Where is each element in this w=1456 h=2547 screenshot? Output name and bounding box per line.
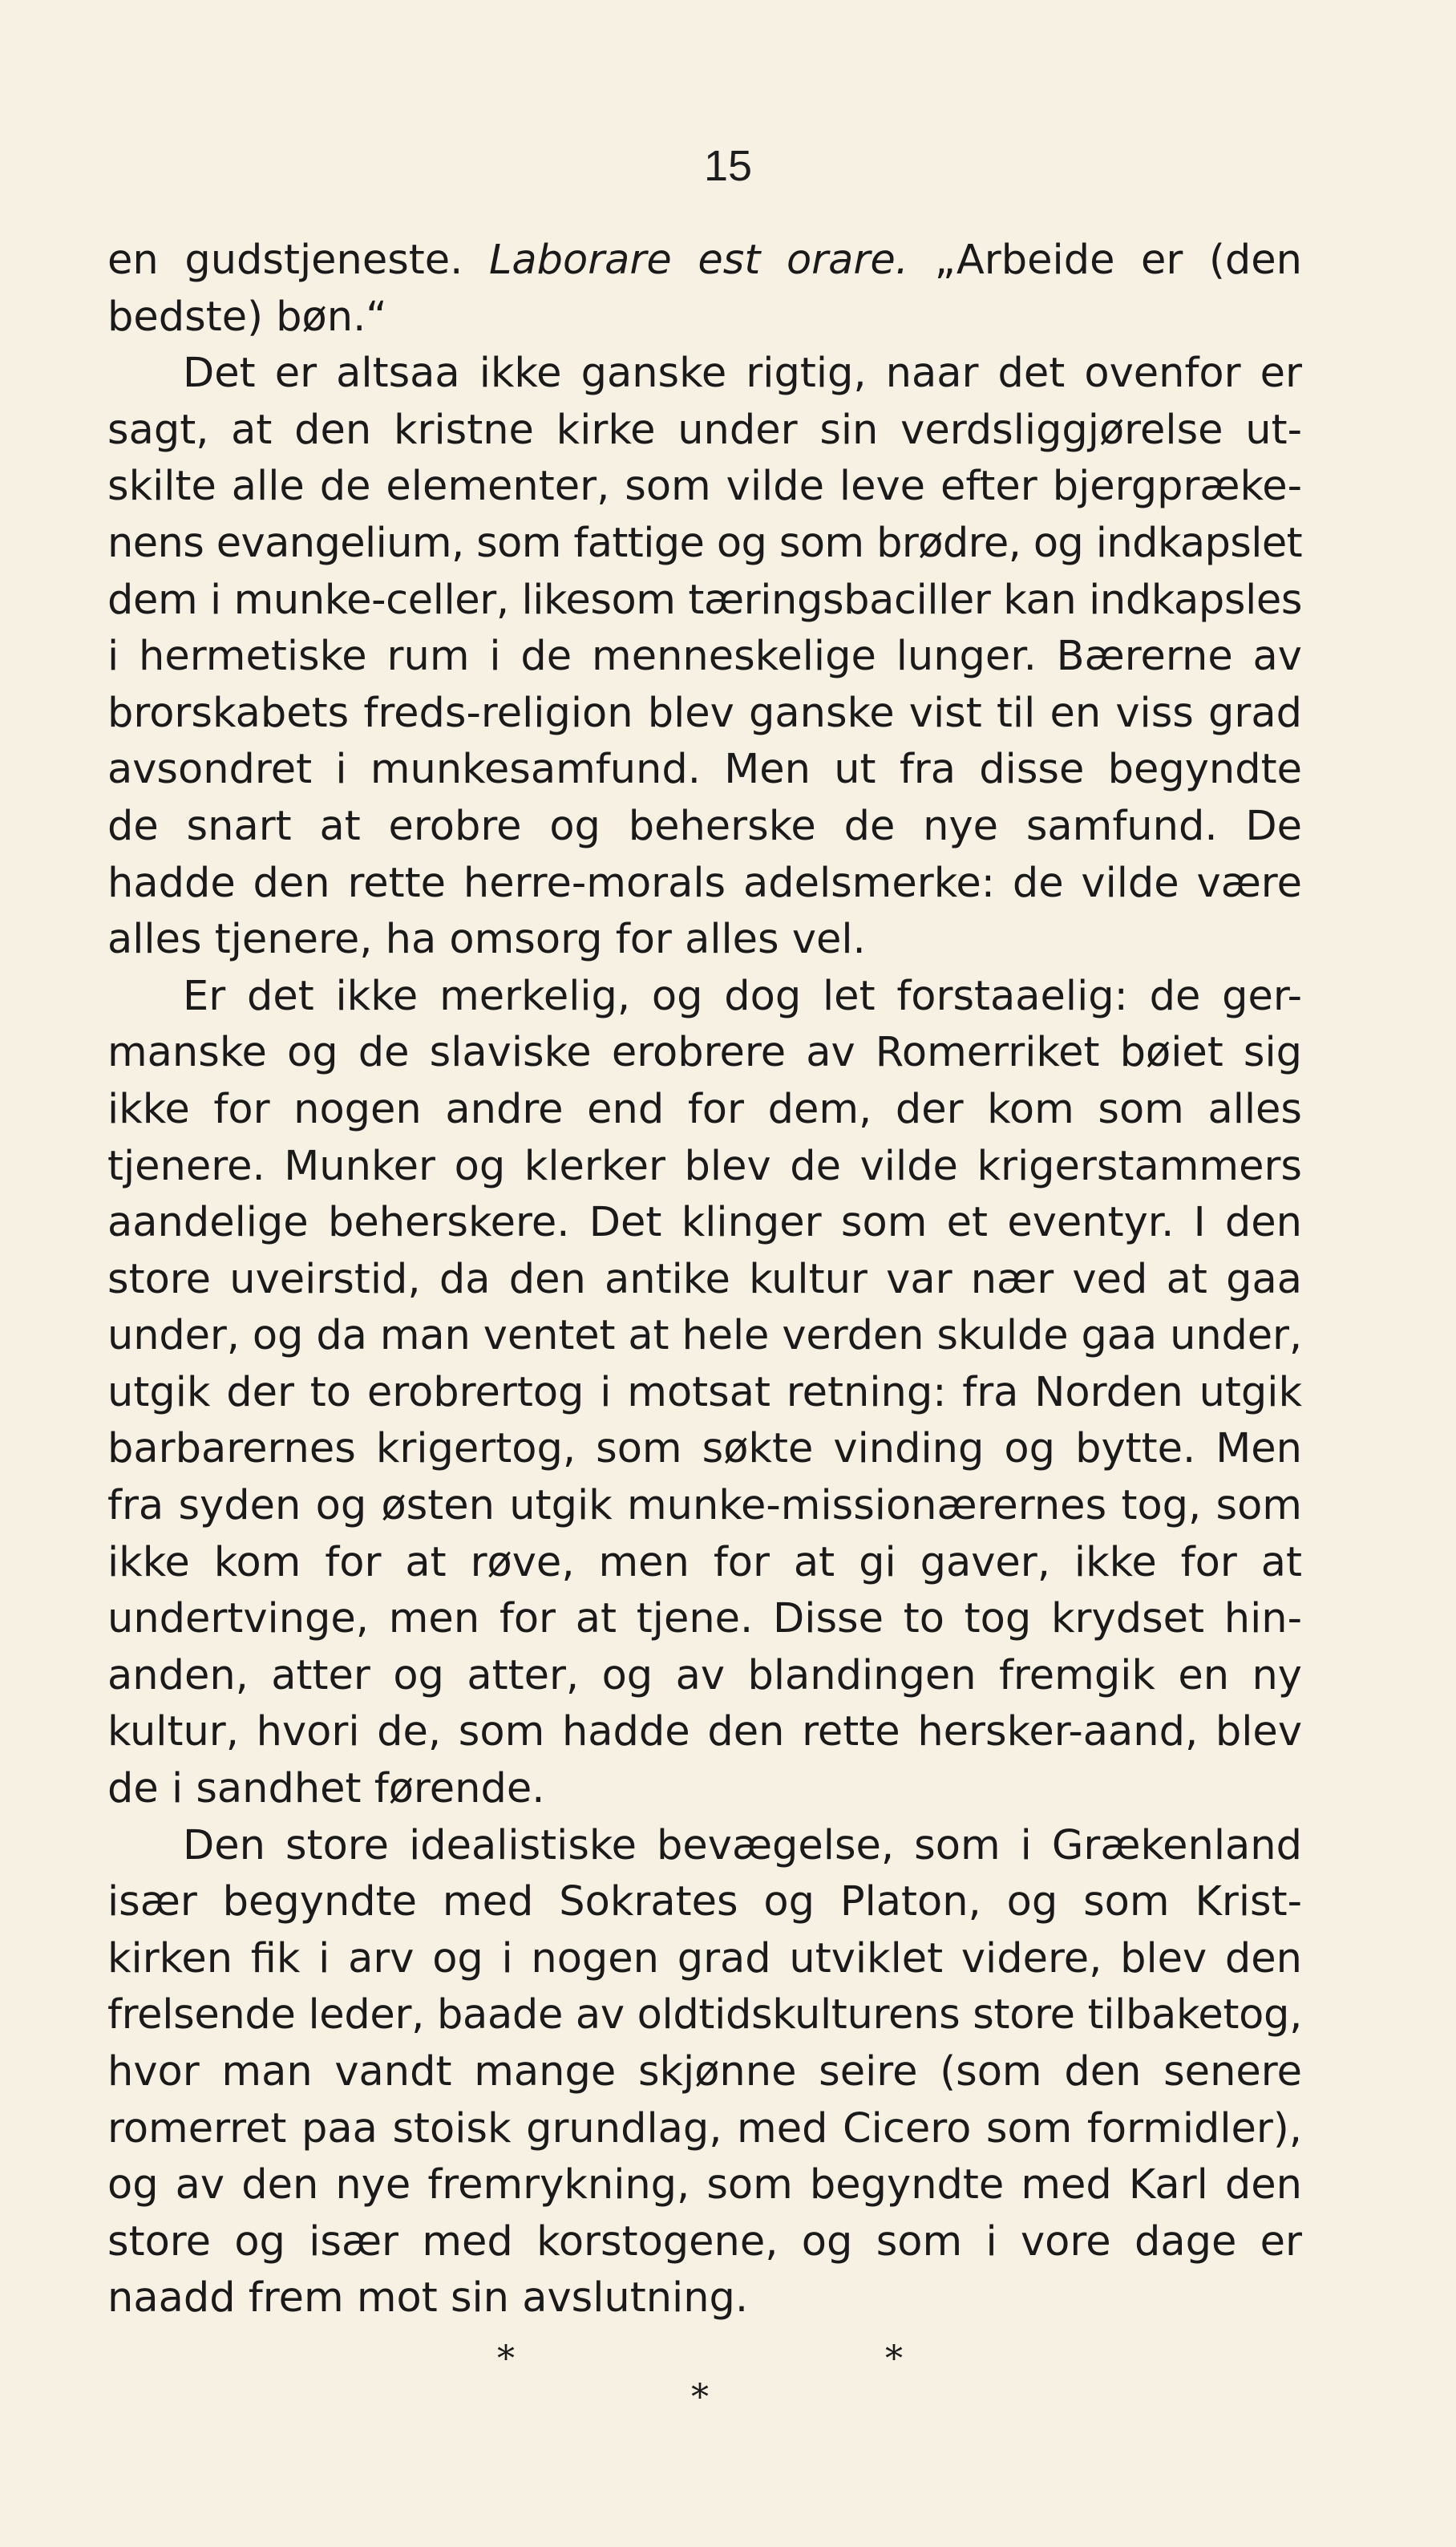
text-line: brorskabets freds-religion blev ganske vist til en viss grad <box>107 689 1302 737</box>
section-break-asterism <box>0 2338 1456 2438</box>
text-line: dem i munke-celler, likesom tæringsbaciller kan indkapsles <box>107 576 1302 624</box>
text-line: barbarernes krigertog, som søkte vinding og bytte. Men <box>107 1425 1302 1473</box>
asterisk-icon: * <box>497 2338 515 2379</box>
text-line <box>107 233 1302 290</box>
paragraph-start-line: Det er altsaa ikke ganske rigtig, naar det ovenfor er <box>183 350 1302 398</box>
text-line: undertvinge, men for at tjene. Disse to tog krydset hin- <box>107 1595 1302 1643</box>
text-line: anden, atter og atter, og av blandingen fremgik en ny <box>107 1651 1302 1699</box>
text-line: hadde den rette herre-morals adelsmerke: de vilde være <box>107 859 1302 907</box>
text-line: og av den nye fremrykning, som begyndte med Karl den <box>107 2161 1302 2209</box>
page-number: 15 <box>703 142 753 190</box>
paragraph-start-line: Er det ikke merkelig, og dog let forstaaelig: de ger- <box>183 972 1302 1020</box>
text-line: de snart at erobre og beherske de nye samfund. De <box>107 802 1302 850</box>
text-line: utgik der to erobrertog i motsat retning: fra Norden utgik <box>107 1368 1302 1416</box>
latin-phrase: Laborare est orare. <box>488 237 908 284</box>
text-line: avsondret i munkesamfund. Men ut fra disse begyndte <box>107 746 1302 794</box>
text-line: især begyndte med Sokrates og Platon, og som Krist- <box>107 1878 1302 1926</box>
asterisk-icon: * <box>885 2338 903 2379</box>
text-line: kultur, hvori de, som hadde den rette hersker-aand, blev <box>107 1708 1302 1756</box>
paragraph-start-line: Den store idealistiske bevægelse, som i Grækenland <box>183 1821 1302 1869</box>
text-line: frelsende leder, baade av oldtidskulturens store tilbaketog, <box>107 1991 1302 2039</box>
text-line: manske og de slaviske erobrere av Romerriket bøiet sig <box>107 1029 1302 1077</box>
text-line: kirken fik i arv og i nogen grad utviklet videre, blev den <box>107 1934 1302 1982</box>
text-line: i hermetiske rum i de menneskelige lunger. Bærerne av <box>107 633 1302 681</box>
text-line: ikke kom for at røve, men for at gi gaver, ikke for at <box>107 1538 1302 1586</box>
asterisk-icon: * <box>691 2377 709 2418</box>
text-segment: en gudstjeneste. <box>107 237 489 284</box>
text-line: store og især med korstogene, og som i vore dage er <box>107 2217 1302 2266</box>
text-line: naadd frem mot sin avslutning. <box>107 2274 749 2322</box>
text-line: bedste) bøn.“ <box>107 293 387 341</box>
text-line: skilte alle de elementer, som vilde leve efter bjergpræke- <box>107 463 1302 511</box>
text-line: hvor man vandt mange skjønne seire (som den senere <box>107 2048 1302 2096</box>
text-line: sagt, at den kristne kirke under sin verdsliggjørelse ut- <box>107 406 1302 454</box>
text-line: romerret paa stoisk grundlag, med Cicero som formidler), <box>107 2104 1302 2152</box>
text-line: under, og da man ventet at hele verden skulde gaa under, <box>107 1312 1302 1360</box>
text-line: fra syden og østen utgik munke-missionærernes tog, som <box>107 1482 1302 1530</box>
text-line: ikke for nogen andre end for dem, der kom som alles <box>107 1085 1302 1133</box>
text-line: de i sandhet førende. <box>107 1765 545 1813</box>
body-text <box>107 233 1302 2327</box>
text-line: alles tjenere, ha omsorg for alles vel. <box>107 916 866 964</box>
text-line: nens evangelium, som fattige og som brødre, og indkapslet <box>107 519 1302 567</box>
text-segment: „Arbeide er (den <box>908 237 1302 284</box>
text-line: tjenere. Munker og klerker blev de vilde krigerstammers <box>107 1142 1302 1190</box>
text-line: store uveirstid, da den antike kultur var nær ved at gaa <box>107 1255 1302 1303</box>
text-line: aandelige beherskere. Det klinger som et eventyr. I den <box>107 1199 1302 1247</box>
